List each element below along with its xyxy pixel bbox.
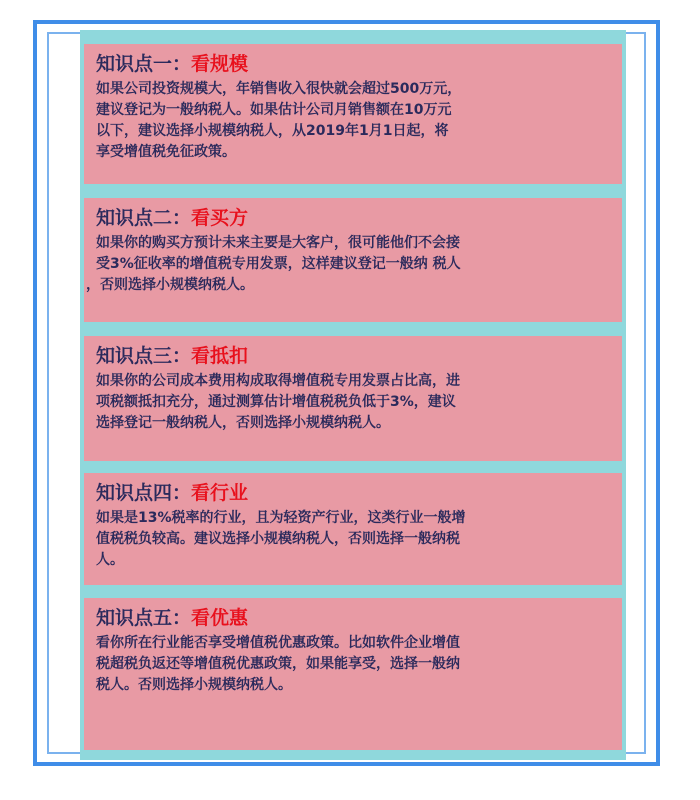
card-title-highlight: 看规模: [191, 53, 249, 75]
card-title-prefix: 知识点二：: [96, 207, 192, 229]
knowledge-card-2: [84, 198, 622, 322]
card-title-prefix: 知识点五：: [96, 607, 192, 629]
card-title: [96, 344, 612, 368]
card-line: 如果你的公司成本费用构成取得增值税专用发票占比高，进: [96, 373, 460, 389]
card-body: [96, 508, 612, 571]
card-line: 受3%征收率的增值税专用发票，这样建议登记一般纳 税人: [96, 256, 461, 272]
card-body: [96, 633, 612, 696]
card-line: 看你所在行业能否享受增值税优惠政策。比如软件企业增值: [96, 635, 460, 651]
card-line: 选择登记一般纳税人，否则选择小规模纳税人。: [96, 415, 390, 431]
card-title: [96, 206, 612, 230]
card-title-highlight: 看抵扣: [191, 345, 249, 367]
card-line: 如果是13%税率的行业，且为轻资产行业，这类行业一般增: [96, 510, 466, 526]
card-title: [96, 481, 612, 505]
card-line: 税超税负返还等增值税优惠政策，如果能享受，选择一般纳: [96, 656, 460, 672]
card-title-prefix: 知识点三：: [96, 345, 192, 367]
card-line: 人。: [96, 552, 124, 568]
card-line: 税人。否则选择小规模纳税人。: [96, 677, 292, 693]
card-line: 如果你的购买方预计未来主要是大客户，很可能他们不会接: [96, 235, 460, 251]
card-title-highlight: 看优惠: [191, 607, 249, 629]
card-body: [86, 233, 612, 296]
card-line: 如果公司投资规模大，年销售收入很快就会超过500万元，: [96, 81, 462, 97]
card-line: 值税税负较高。建议选择小规模纳税人，否则选择一般纳税: [96, 531, 460, 547]
card-line: 享受增值税免征政策。: [96, 144, 236, 160]
card-title-highlight: 看买方: [191, 207, 249, 229]
knowledge-card-4: [84, 473, 622, 585]
card-line: ，否则选择小规模纳税人。: [86, 277, 254, 293]
card-title-prefix: 知识点四：: [96, 482, 192, 504]
card-title-prefix: 知识点一：: [96, 53, 192, 75]
card-line: 以下，建议选择小规模纳税人，从2019年1月1日起，将: [96, 123, 449, 139]
card-body: [96, 371, 612, 434]
knowledge-card-5: [84, 598, 622, 750]
card-title-highlight: 看行业: [191, 482, 249, 504]
knowledge-card-3: [84, 336, 622, 461]
card-body: [96, 79, 612, 163]
card-line: 项税额抵扣充分，通过测算估计增值税税负低于3%，建议: [96, 394, 456, 410]
knowledge-card-1: [84, 44, 622, 184]
card-line: 建议登记为一般纳税人。如果估计公司月销售额在10万元: [96, 102, 452, 118]
card-title: [96, 52, 612, 76]
card-title: [96, 606, 612, 630]
